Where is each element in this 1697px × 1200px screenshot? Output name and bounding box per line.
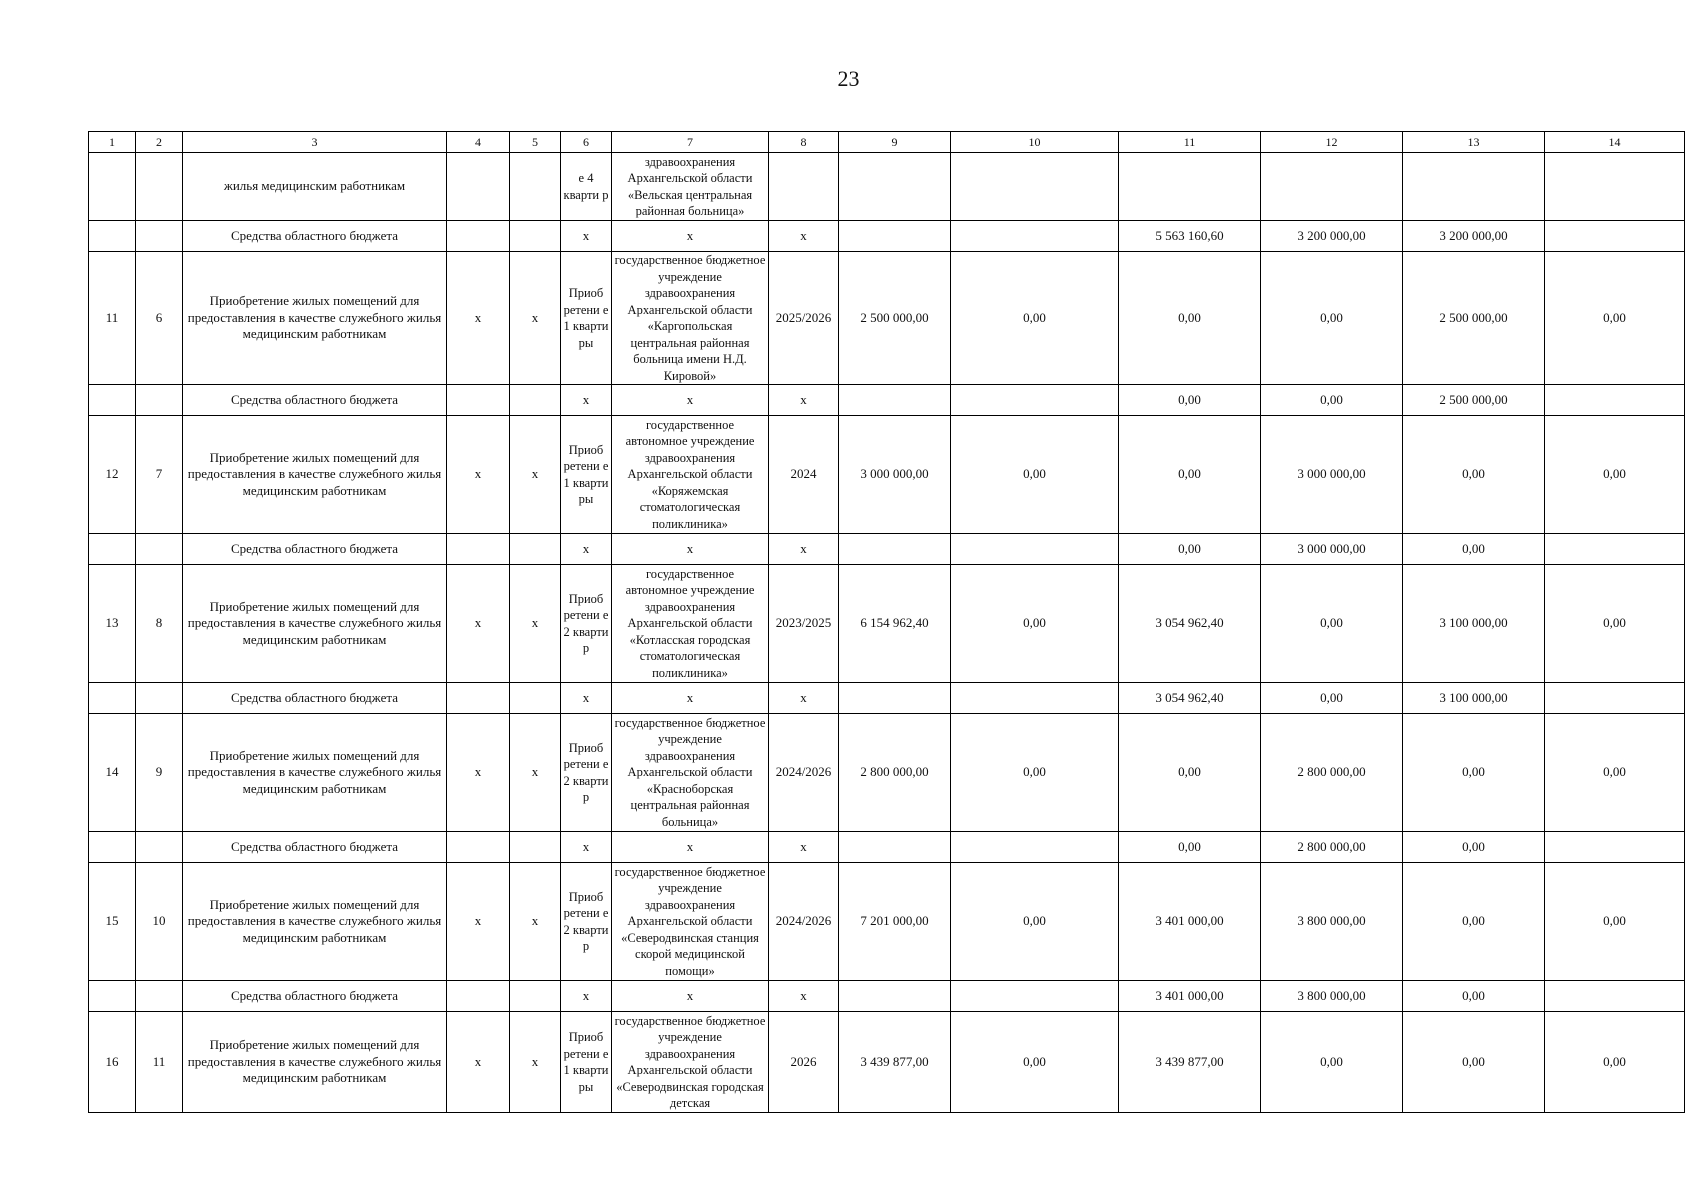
table-row: [89, 252, 1685, 385]
cell-4: x: [447, 565, 510, 683]
amount-col-12: 0,00: [1261, 252, 1403, 385]
column-header: 5: [510, 132, 561, 153]
row-number: 16: [89, 1012, 136, 1113]
amount-col-10: 0,00: [951, 714, 1119, 832]
amount-col-14: 0,00: [1545, 863, 1685, 981]
amount-col-11: 0,00: [1119, 385, 1261, 416]
amount-total: 6 154 962,40: [839, 565, 951, 683]
sub-number: 9: [136, 714, 183, 832]
amount-col-10: 0,00: [951, 863, 1119, 981]
cell-7: x: [612, 385, 769, 416]
continuation-row: [89, 153, 1685, 221]
column-header: 1: [89, 132, 136, 153]
cell-5: [510, 832, 561, 863]
amount-total: 3 439 877,00: [839, 1012, 951, 1113]
amount-col-13: 2 500 000,00: [1403, 385, 1545, 416]
amount-col-12: 3 000 000,00: [1261, 416, 1403, 534]
acquisition-mode: Приоб ретени е 2 кварти р: [561, 863, 612, 981]
event-name: Приобретение жилых помещений для предоставления в качестве служебного жилья медицинским работникам: [183, 416, 447, 534]
row-number: [89, 981, 136, 1012]
cell-4: [447, 221, 510, 252]
cell-4: [447, 683, 510, 714]
amount-col-11: 3 401 000,00: [1119, 863, 1261, 981]
cell-7: x: [612, 832, 769, 863]
cell-4: x: [447, 863, 510, 981]
amount-total: [839, 683, 951, 714]
amount-col-11: 0,00: [1119, 416, 1261, 534]
sub-number: 10: [136, 863, 183, 981]
amount-col-13: 0,00: [1403, 714, 1545, 832]
amount-col-13: 0,00: [1403, 534, 1545, 565]
amount-col-10: [951, 981, 1119, 1012]
amount-col-10: [951, 221, 1119, 252]
column-header: 13: [1403, 132, 1545, 153]
funding-source-row: [89, 534, 1685, 565]
sub-number: [136, 832, 183, 863]
implementation-years: 2024: [769, 416, 839, 534]
amount-col-12: 0,00: [1261, 1012, 1403, 1113]
cell-6: x: [561, 981, 612, 1012]
cell-7: x: [612, 221, 769, 252]
implementation-years: 2024/2026: [769, 863, 839, 981]
acquisition-mode: Приоб ретени е 2 кварти р: [561, 565, 612, 683]
sub-number: [136, 981, 183, 1012]
amount-col-13: 0,00: [1403, 981, 1545, 1012]
amount-col-10: [951, 534, 1119, 565]
cell-5: x: [510, 1012, 561, 1113]
funding-source-label: Средства областного бюджета: [183, 981, 447, 1012]
row-number: [89, 385, 136, 416]
cell-5: x: [510, 565, 561, 683]
funding-source-label: Средства областного бюджета: [183, 385, 447, 416]
acquisition-mode: Приоб ретени е 1 кварти ры: [561, 252, 612, 385]
amount-col-13: 0,00: [1403, 1012, 1545, 1113]
executor-org: государственное бюджетное учреждение здравоохранения Архангельской области «Северодвинская станция скорой медицинской помощи»: [612, 863, 769, 981]
funding-source-label: Средства областного бюджета: [183, 221, 447, 252]
amount-total: [839, 832, 951, 863]
cell-8: x: [769, 534, 839, 565]
cell-8: x: [769, 683, 839, 714]
amount-col-12: 3 000 000,00: [1261, 534, 1403, 565]
cell-6: x: [561, 534, 612, 565]
amount-col-11: 5 563 160,60: [1119, 221, 1261, 252]
row-number: [89, 683, 136, 714]
amount-col-12: 0,00: [1261, 683, 1403, 714]
table-row: [89, 863, 1685, 981]
executor-org: здравоохранения Архангельской области «Вельская центральная районная больница»: [612, 153, 769, 221]
amount-col-14: [1545, 683, 1685, 714]
executor-org: государственное автономное учреждение здравоохранения Архангельской области «Коряжемская стоматологическая поликлиника»: [612, 416, 769, 534]
cell-4: [447, 385, 510, 416]
sub-number: 6: [136, 252, 183, 385]
cell-5: [510, 981, 561, 1012]
cell-4: [447, 981, 510, 1012]
acquisition-mode: е 4 кварти р: [561, 153, 612, 221]
column-header: 8: [769, 132, 839, 153]
implementation-years: 2023/2025: [769, 565, 839, 683]
column-header: 6: [561, 132, 612, 153]
amount-col-11: 0,00: [1119, 252, 1261, 385]
amount-col-13: 3 200 000,00: [1403, 221, 1545, 252]
cell-4: [447, 534, 510, 565]
cell-5: x: [510, 252, 561, 385]
cell-7: x: [612, 981, 769, 1012]
funding-source-row: [89, 385, 1685, 416]
funding-source-row: [89, 832, 1685, 863]
amount-col-10: [951, 832, 1119, 863]
cell-6: x: [561, 832, 612, 863]
amount-total: 7 201 000,00: [839, 863, 951, 981]
amount-col-12: 2 800 000,00: [1261, 832, 1403, 863]
sub-number: [136, 221, 183, 252]
amount-col-12: 0,00: [1261, 565, 1403, 683]
cell-8: x: [769, 981, 839, 1012]
column-header: 2: [136, 132, 183, 153]
amount-col-14: 0,00: [1545, 1012, 1685, 1113]
cell-5: [510, 221, 561, 252]
cell-5: [510, 534, 561, 565]
amount-col-10: [951, 683, 1119, 714]
amount-col-12: 3 800 000,00: [1261, 981, 1403, 1012]
amount-col-11: 0,00: [1119, 534, 1261, 565]
funding-source-row: [89, 221, 1685, 252]
amount-col-10: 0,00: [951, 416, 1119, 534]
funding-source-label: Средства областного бюджета: [183, 534, 447, 565]
amount-col-12: 2 800 000,00: [1261, 714, 1403, 832]
amount-total: [839, 534, 951, 565]
cell-6: x: [561, 221, 612, 252]
implementation-years: 2024/2026: [769, 714, 839, 832]
amount-col-13: 0,00: [1403, 863, 1545, 981]
amount-col-14: [1545, 534, 1685, 565]
amount-col-10: 0,00: [951, 1012, 1119, 1113]
acquisition-mode: Приоб ретени е 1 кварти ры: [561, 416, 612, 534]
amount-col-14: 0,00: [1545, 252, 1685, 385]
column-header: 9: [839, 132, 951, 153]
row-number: 12: [89, 416, 136, 534]
amount-total: 2 800 000,00: [839, 714, 951, 832]
amount-col-13: 3 100 000,00: [1403, 565, 1545, 683]
column-header: 11: [1119, 132, 1261, 153]
cell-4: x: [447, 416, 510, 534]
row-number: 13: [89, 565, 136, 683]
sub-number: 11: [136, 1012, 183, 1113]
cell-5: [510, 683, 561, 714]
cell-6: x: [561, 683, 612, 714]
executor-org: государственное бюджетное учреждение здравоохранения Архангельской области «Каргопольская центральная районная больница имени Н.Д. Кировой»: [612, 252, 769, 385]
row-number: 15: [89, 863, 136, 981]
implementation-years: 2025/2026: [769, 252, 839, 385]
amount-col-12: 3 800 000,00: [1261, 863, 1403, 981]
column-header: 4: [447, 132, 510, 153]
event-name: Приобретение жилых помещений для предоставления в качестве служебного жилья медицинским работникам: [183, 565, 447, 683]
event-name: Приобретение жилых помещений для предоставления в качестве служебного жилья медицинским работникам: [183, 1012, 447, 1113]
implementation-years: 2026: [769, 1012, 839, 1113]
amount-col-14: 0,00: [1545, 416, 1685, 534]
cell-8: x: [769, 385, 839, 416]
amount-col-11: 0,00: [1119, 832, 1261, 863]
amount-col-13: 0,00: [1403, 832, 1545, 863]
amount-col-11: 3 439 877,00: [1119, 1012, 1261, 1113]
sub-number: [136, 534, 183, 565]
sub-number: [136, 683, 183, 714]
amount-col-12: 3 200 000,00: [1261, 221, 1403, 252]
cell-4: x: [447, 252, 510, 385]
amount-total: [839, 385, 951, 416]
row-number: 14: [89, 714, 136, 832]
cell-5: x: [510, 416, 561, 534]
amount-col-14: 0,00: [1545, 714, 1685, 832]
cell-4: x: [447, 714, 510, 832]
event-name: Приобретение жилых помещений для предоставления в качестве служебного жилья медицинским работникам: [183, 863, 447, 981]
table-row: [89, 714, 1685, 832]
amount-col-10: 0,00: [951, 252, 1119, 385]
funding-source-row: [89, 683, 1685, 714]
amount-total: [839, 221, 951, 252]
cell-4: x: [447, 1012, 510, 1113]
funding-source-label: Средства областного бюджета: [183, 832, 447, 863]
amount-total: 2 500 000,00: [839, 252, 951, 385]
sub-number: [136, 385, 183, 416]
event-name: Приобретение жилых помещений для предоставления в качестве служебного жилья медицинским работникам: [183, 714, 447, 832]
amount-col-14: [1545, 221, 1685, 252]
cell-7: x: [612, 534, 769, 565]
sub-number: 7: [136, 416, 183, 534]
funding-source-row: [89, 981, 1685, 1012]
amount-col-13: 0,00: [1403, 416, 1545, 534]
amount-col-12: 0,00: [1261, 385, 1403, 416]
amount-total: 3 000 000,00: [839, 416, 951, 534]
amount-col-14: 0,00: [1545, 565, 1685, 683]
sub-number: 8: [136, 565, 183, 683]
cell-4: [447, 832, 510, 863]
program-table: [88, 131, 1685, 1113]
amount-total: [839, 981, 951, 1012]
amount-col-14: [1545, 981, 1685, 1012]
cell-5: x: [510, 714, 561, 832]
amount-col-14: [1545, 385, 1685, 416]
amount-col-11: 0,00: [1119, 714, 1261, 832]
column-header: 10: [951, 132, 1119, 153]
amount-col-13: 2 500 000,00: [1403, 252, 1545, 385]
column-header: 7: [612, 132, 769, 153]
table-row: [89, 1012, 1685, 1113]
row-number: 11: [89, 252, 136, 385]
cell-5: [510, 385, 561, 416]
event-name: жилья медицинским работникам: [183, 153, 447, 221]
amount-col-10: 0,00: [951, 565, 1119, 683]
funding-source-label: Средства областного бюджета: [183, 683, 447, 714]
column-header: 14: [1545, 132, 1685, 153]
table-row: [89, 416, 1685, 534]
cell-5: x: [510, 863, 561, 981]
amount-col-13: 3 100 000,00: [1403, 683, 1545, 714]
executor-org: государственное бюджетное учреждение здравоохранения Архангельской области «Красноборская центральная районная больница»: [612, 714, 769, 832]
row-number: [89, 221, 136, 252]
column-header: 12: [1261, 132, 1403, 153]
amount-col-11: 3 401 000,00: [1119, 981, 1261, 1012]
acquisition-mode: Приоб ретени е 2 кварти р: [561, 714, 612, 832]
row-number: [89, 832, 136, 863]
acquisition-mode: Приоб ретени е 1 кварти ры: [561, 1012, 612, 1113]
page-number: 23: [837, 66, 860, 91]
amount-col-11: 3 054 962,40: [1119, 565, 1261, 683]
cell-8: x: [769, 221, 839, 252]
amount-col-10: [951, 385, 1119, 416]
column-number-row: [89, 132, 1685, 153]
cell-6: x: [561, 385, 612, 416]
row-number: [89, 534, 136, 565]
column-header: 3: [183, 132, 447, 153]
cell-7: x: [612, 683, 769, 714]
amount-col-14: [1545, 832, 1685, 863]
executor-org: государственное бюджетное учреждение здравоохранения Архангельской области «Северодвинская городская детская: [612, 1012, 769, 1113]
amount-col-11: 3 054 962,40: [1119, 683, 1261, 714]
cell-8: x: [769, 832, 839, 863]
table-row: [89, 565, 1685, 683]
event-name: Приобретение жилых помещений для предоставления в качестве служебного жилья медицинским работникам: [183, 252, 447, 385]
executor-org: государственное автономное учреждение здравоохранения Архангельской области «Котласская городская стоматологическая поликлиника»: [612, 565, 769, 683]
